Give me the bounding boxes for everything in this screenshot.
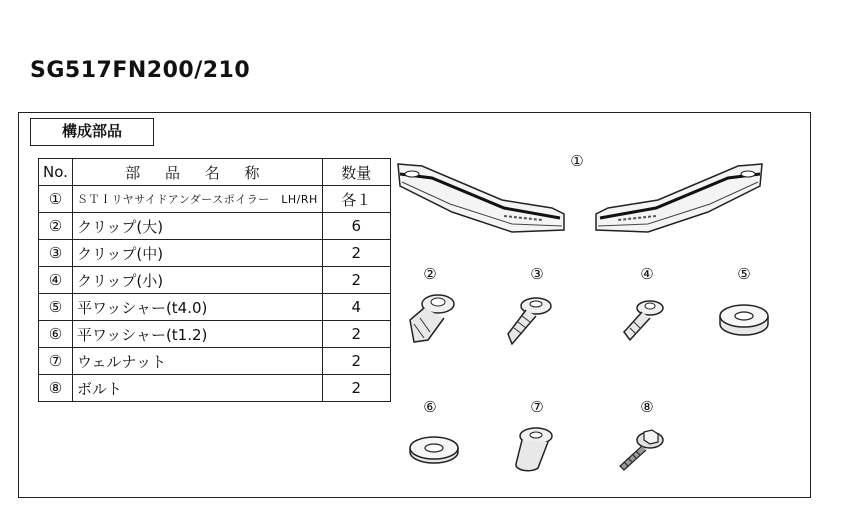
row-name: ＳＴＩリヤサイドアンダースポイラー LH/RH: [73, 186, 323, 213]
table-row: [39, 213, 391, 240]
row-name: ボルト: [73, 375, 323, 402]
parts-table: [38, 158, 391, 402]
well-nut-illustration: [508, 424, 558, 476]
header-qty: 数量: [322, 159, 390, 186]
callout-2: ②: [423, 265, 437, 283]
callout-3: ③: [530, 265, 544, 283]
table-row: [39, 321, 391, 348]
table-row: [39, 186, 391, 213]
table-row: [39, 375, 391, 402]
table-row: [39, 240, 391, 267]
row-no: ⑥: [39, 321, 73, 348]
row-qty: 6: [322, 213, 390, 240]
row-no: ⑧: [39, 375, 73, 402]
row-no: ⑤: [39, 294, 73, 321]
header-name: 部 品 名 称: [73, 159, 323, 186]
row-no: ④: [39, 267, 73, 294]
callout-6: ⑥: [423, 398, 437, 416]
table-row: [39, 348, 391, 375]
callout-8: ⑧: [640, 398, 654, 416]
washer-thin-illustration: [404, 432, 464, 468]
washer-thick-illustration: [714, 300, 774, 340]
callout-4: ④: [640, 265, 654, 283]
row-name: ウェルナット: [73, 348, 323, 375]
bolt-illustration: [612, 424, 668, 476]
table-row: [39, 267, 391, 294]
row-no: ⑦: [39, 348, 73, 375]
clip-large-illustration: [402, 290, 458, 350]
table-header-row: [39, 159, 391, 186]
spoiler-lh-illustration: [392, 160, 572, 240]
table-row: [39, 294, 391, 321]
row-qty: 2: [322, 321, 390, 348]
row-qty: 4: [322, 294, 390, 321]
clip-small-illustration: [612, 296, 668, 346]
callout-7: ⑦: [530, 398, 544, 416]
row-name: クリップ(大): [73, 213, 323, 240]
row-qty: 2: [322, 348, 390, 375]
row-name: 平ワッシャー(t4.0): [73, 294, 323, 321]
row-qty: 各１: [322, 186, 390, 213]
row-name: 平ワッシャー(t1.2): [73, 321, 323, 348]
row-no: ③: [39, 240, 73, 267]
callout-5: ⑤: [737, 265, 751, 283]
row-qty: 2: [322, 240, 390, 267]
row-no: ②: [39, 213, 73, 240]
row-qty: 2: [322, 267, 390, 294]
callout-1: ①: [570, 152, 584, 170]
clip-medium-illustration: [496, 292, 556, 350]
spoiler-rh-illustration: [588, 160, 768, 240]
header-no: No.: [39, 159, 73, 186]
row-name: クリップ(小): [73, 267, 323, 294]
row-no: ①: [39, 186, 73, 213]
row-qty: 2: [322, 375, 390, 402]
document-title: SG517FN200/210: [30, 58, 251, 83]
section-label: 構成部品: [30, 118, 154, 146]
row-name: クリップ(中): [73, 240, 323, 267]
